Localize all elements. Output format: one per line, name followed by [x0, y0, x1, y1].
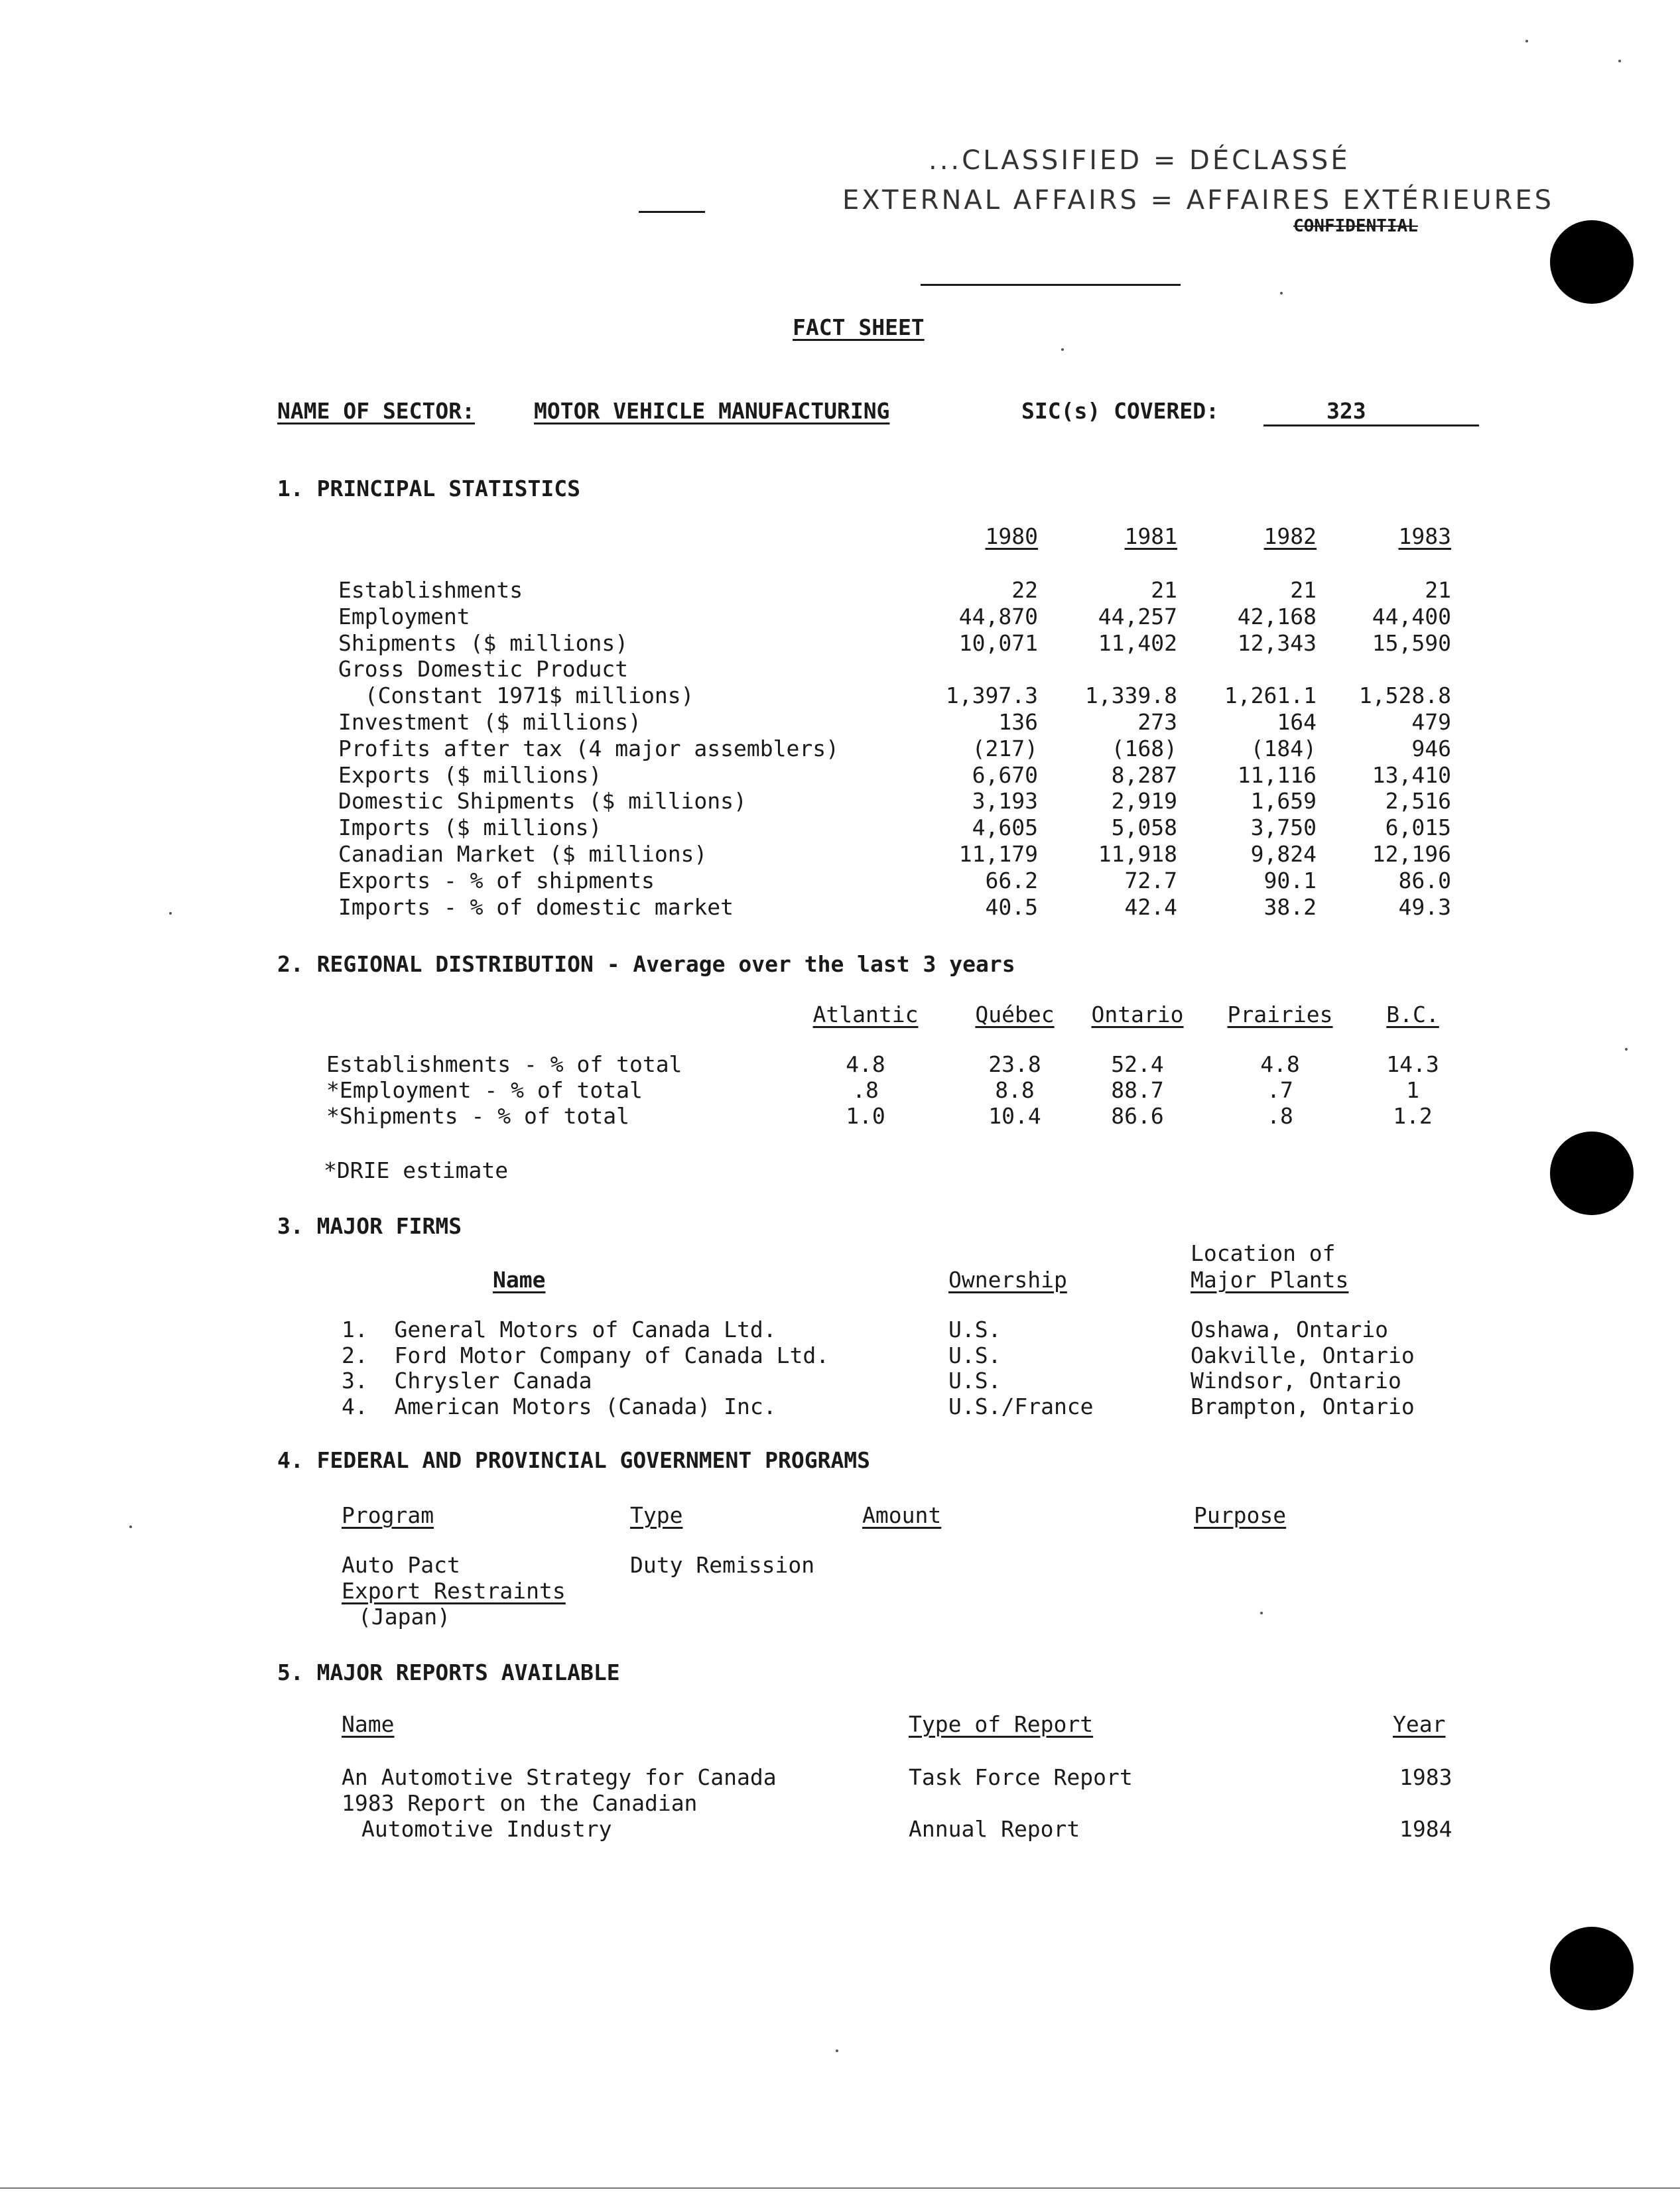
stat-value: 21 [1151, 577, 1177, 603]
punch-hole-middle [1550, 1132, 1634, 1215]
stat-label: Imports ($ millions) [338, 814, 602, 840]
sic-value: 323 [1326, 398, 1366, 424]
section-5-heading: 5. MAJOR REPORTS AVAILABLE [277, 1659, 620, 1685]
firms-col-location-2: Major Plants [1191, 1267, 1349, 1293]
stat-value: 479 [1411, 709, 1451, 735]
regional-value: 10.4 [988, 1103, 1041, 1129]
stat-value: 12,196 [1372, 841, 1451, 867]
report-2-name: 1983 Report on the Canadian [342, 1790, 698, 1816]
firm-ownership: U.S. [948, 1317, 1002, 1342]
stat-value: 1,397.3 [945, 682, 1038, 708]
stat-value: 15,590 [1372, 630, 1451, 656]
stat-value: 42,168 [1237, 604, 1317, 629]
year-header: 1981 [1124, 523, 1177, 549]
firms-col-ownership: Ownership [948, 1267, 1067, 1293]
sic-underline [1263, 424, 1479, 426]
stat-value: 5,058 [1111, 814, 1177, 840]
stat-value: 86.0 [1398, 868, 1451, 893]
firm-plant-location: Brampton, Ontario [1191, 1394, 1415, 1419]
programs-col-amount: Amount [862, 1502, 942, 1528]
region-header: Québec [975, 1002, 1055, 1027]
stat-label: Gross Domestic Product [338, 656, 629, 682]
stat-value: (184) [1250, 736, 1317, 761]
stat-value: 42.4 [1124, 894, 1177, 920]
stat-value: 44,870 [958, 604, 1038, 629]
stat-value: 10,071 [958, 630, 1038, 656]
stat-value: 9,824 [1250, 841, 1317, 867]
firm-name: 1. General Motors of Canada Ltd. [342, 1317, 777, 1342]
scan-speck [1618, 60, 1621, 62]
stat-value: 44,400 [1372, 604, 1451, 629]
stat-label: Canadian Market ($ millions) [338, 841, 708, 867]
scan-speck [1625, 1048, 1628, 1051]
stat-value: 38.2 [1263, 894, 1317, 920]
program-1-type: Duty Remission [630, 1552, 815, 1578]
section-3-heading: 3. MAJOR FIRMS [277, 1213, 462, 1239]
stat-label: Shipments ($ millions) [338, 630, 629, 656]
punch-hole-bottom [1550, 1927, 1634, 2010]
programs-col-program: Program [342, 1502, 434, 1528]
region-header: Ontario [1091, 1002, 1184, 1027]
stamp-dash [639, 211, 705, 213]
sic-label: SIC(s) COVERED: [1021, 398, 1220, 424]
regional-value: 4.8 [1260, 1051, 1300, 1077]
stat-value: 946 [1411, 736, 1451, 761]
scan-speck [129, 1526, 132, 1528]
section-1-heading: 1. PRINCIPAL STATISTICS [277, 476, 580, 501]
region-header: Atlantic [812, 1002, 919, 1027]
firm-ownership: U.S./France [948, 1394, 1094, 1419]
stat-value: 1,528.8 [1358, 682, 1451, 708]
stat-label: Employment [338, 604, 470, 629]
firms-col-location-1: Location of [1191, 1240, 1336, 1266]
reports-col-year: Year [1393, 1711, 1446, 1737]
regional-value: 1 [1406, 1077, 1419, 1103]
stat-value: 1,659 [1250, 788, 1317, 814]
firm-plant-location: Windsor, Ontario [1191, 1368, 1401, 1394]
sector-value: MOTOR VEHICLE MANUFACTURING [534, 398, 890, 424]
scan-speck [1280, 292, 1283, 294]
region-header: B.C. [1386, 1002, 1439, 1027]
stat-value: 11,116 [1237, 762, 1317, 788]
stat-value: 164 [1277, 709, 1317, 735]
stat-label: Investment ($ millions) [338, 709, 641, 735]
punch-hole-top [1550, 220, 1634, 304]
regional-value: 88.7 [1111, 1077, 1164, 1103]
regional-label: *Employment - % of total [326, 1077, 643, 1103]
declassified-stamp-line1: ...CLASSIFIED = DÉCLASSÉ [929, 145, 1350, 176]
regional-value: 1.2 [1393, 1103, 1433, 1129]
program-1-name: Auto Pact [342, 1552, 460, 1578]
report-1-year: 1983 [1399, 1764, 1453, 1790]
scan-speck [169, 912, 172, 915]
firm-ownership: U.S. [948, 1368, 1002, 1394]
regional-value: 8.8 [995, 1077, 1035, 1103]
stat-value: 40.5 [985, 894, 1038, 920]
regional-value: 14.3 [1386, 1051, 1439, 1077]
stat-value: 49.3 [1398, 894, 1451, 920]
firm-plant-location: Oshawa, Ontario [1191, 1317, 1389, 1342]
stat-value: 3,193 [972, 788, 1038, 814]
stat-value: 11,179 [958, 841, 1038, 867]
regional-value: .8 [852, 1077, 879, 1103]
stat-value: 2,516 [1385, 788, 1451, 814]
page-title: FACT SHEET [793, 314, 925, 340]
stat-value: (217) [972, 736, 1038, 761]
page-edge-line [0, 2187, 1680, 2189]
stat-value: 66.2 [985, 868, 1038, 893]
stat-value: 12,343 [1237, 630, 1317, 656]
stat-value: (168) [1111, 736, 1177, 761]
stat-value: 6,670 [972, 762, 1038, 788]
stat-value: 3,750 [1250, 814, 1317, 840]
programs-col-type: Type [630, 1502, 683, 1528]
year-header: 1982 [1263, 523, 1317, 549]
section-2-heading: 2. REGIONAL DISTRIBUTION - Average over the last 3 years [277, 951, 1015, 977]
regional-value: .8 [1267, 1103, 1293, 1129]
regional-label: Establishments - % of total [326, 1051, 682, 1077]
declassified-stamp-line2: EXTERNAL AFFAIRS = AFFAIRES EXTÉRIEURES [842, 185, 1555, 216]
confidential-mark: CONFIDENTIAL [1293, 216, 1418, 236]
section-4-heading: 4. FEDERAL AND PROVINCIAL GOVERNMENT PROGRAMS [277, 1447, 871, 1473]
stat-label: Profits after tax (4 major assemblers) [338, 736, 839, 761]
regional-value: 1.0 [846, 1103, 885, 1129]
stat-label: Exports - % of shipments [338, 868, 655, 893]
firm-name: 2. Ford Motor Company of Canada Ltd. [342, 1342, 830, 1368]
stat-label: Establishments [338, 577, 523, 603]
regional-value: 4.8 [846, 1051, 885, 1077]
firm-plant-location: Oakville, Ontario [1191, 1342, 1415, 1368]
stat-value: 13,410 [1372, 762, 1451, 788]
region-header: Prairies [1227, 1002, 1333, 1027]
stat-value: 11,402 [1098, 630, 1177, 656]
stat-value: 136 [998, 709, 1038, 735]
stat-value: 6,015 [1385, 814, 1451, 840]
stat-value: 2,919 [1111, 788, 1177, 814]
scan-speck [1525, 40, 1528, 42]
stat-value: 22 [1011, 577, 1038, 603]
firm-ownership: U.S. [948, 1342, 1002, 1368]
programs-col-purpose: Purpose [1194, 1502, 1287, 1528]
program-2-sub: (Japan) [358, 1604, 451, 1630]
stat-value: 11,918 [1098, 841, 1177, 867]
regional-note: *DRIE estimate [324, 1157, 509, 1183]
report-2-name-cont: Automotive Industry [361, 1816, 612, 1842]
stat-label: Domestic Shipments ($ millions) [338, 788, 747, 814]
header-rule [921, 284, 1181, 286]
report-2-year: 1984 [1399, 1816, 1453, 1842]
stat-value: 4,605 [972, 814, 1038, 840]
report-1-type: Task Force Report [909, 1764, 1133, 1790]
regional-value: .7 [1267, 1077, 1293, 1103]
stat-value: 1,261.1 [1224, 682, 1317, 708]
year-header: 1983 [1398, 523, 1451, 549]
stat-value: 8,287 [1111, 762, 1177, 788]
stat-value: 1,339.8 [1084, 682, 1177, 708]
stat-value: 44,257 [1098, 604, 1177, 629]
firm-name: 4. American Motors (Canada) Inc. [342, 1394, 777, 1419]
regional-value: 86.6 [1111, 1103, 1164, 1129]
regional-value: 52.4 [1111, 1051, 1164, 1077]
reports-col-type: Type of Report [909, 1711, 1094, 1737]
scan-speck [1260, 1612, 1263, 1614]
stat-value: 21 [1290, 577, 1317, 603]
stat-label: Exports ($ millions) [338, 762, 602, 788]
firm-name: 3. Chrysler Canada [342, 1368, 592, 1394]
stat-value: 90.1 [1263, 868, 1317, 893]
stat-label: (Constant 1971$ millions) [338, 682, 694, 708]
firms-col-name: Name [493, 1267, 546, 1293]
report-1-name: An Automotive Strategy for Canada [342, 1764, 777, 1790]
stat-value: 273 [1137, 709, 1177, 735]
year-header: 1980 [985, 523, 1038, 549]
stat-label: Imports - % of domestic market [338, 894, 734, 920]
stat-value: 21 [1425, 577, 1451, 603]
sector-label: NAME OF SECTOR: [277, 398, 476, 424]
program-2-name: Export Restraints [342, 1578, 566, 1604]
scan-speck [1061, 348, 1064, 351]
regional-value: 23.8 [988, 1051, 1041, 1077]
reports-col-name: Name [342, 1711, 395, 1737]
regional-label: *Shipments - % of total [326, 1103, 629, 1129]
stat-value: 72.7 [1124, 868, 1177, 893]
report-2-type: Annual Report [909, 1816, 1080, 1842]
scan-speck [836, 2049, 838, 2052]
